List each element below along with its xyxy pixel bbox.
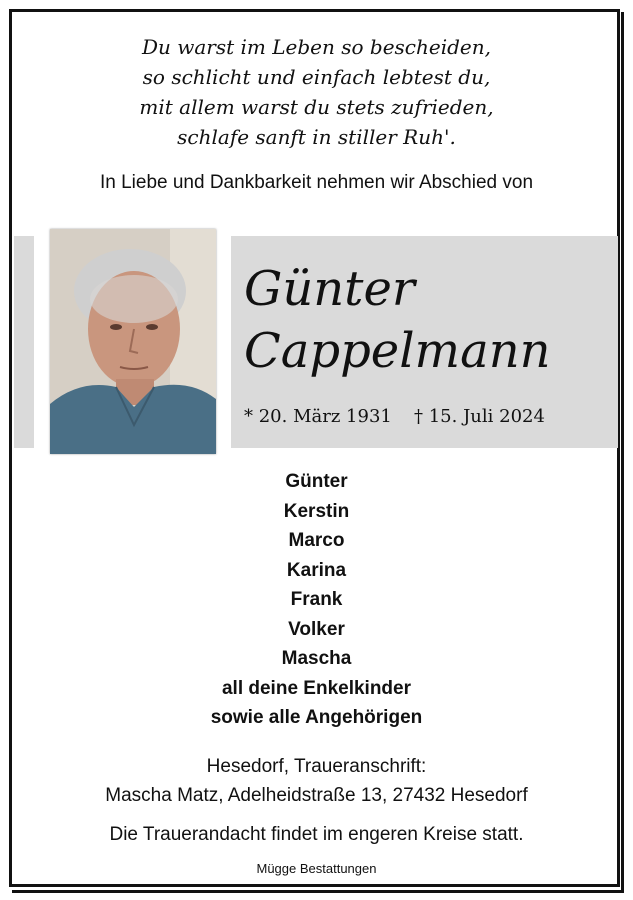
address-line: Hesedorf, Traueranschrift: (206, 756, 427, 777)
poem-line: so schlicht und einfach lebtest du, (142, 65, 491, 89)
ceremony-note: Die Trauerandacht findet im engeren Kreise statt. (109, 824, 524, 845)
deceased-first-name: Günter (244, 261, 415, 317)
address-line: Mascha Matz, Adelheidstraße 13, 27432 Hesedorf (105, 785, 528, 806)
poem-line: schlafe sanft in stiller Ruh'. (177, 125, 456, 149)
mourners-list (0, 467, 633, 733)
portrait-illustration (50, 229, 216, 454)
mourner: Frank (290, 589, 343, 610)
mourner: Kerstin (283, 500, 350, 522)
portrait-photo (50, 229, 216, 454)
mourner: Volker (288, 618, 345, 640)
mourner: all deine Enkelkinder (221, 677, 412, 699)
mourner: Mascha (281, 648, 352, 669)
poem-line: Du warst im Leben so bescheiden, (141, 35, 491, 59)
poem (0, 32, 633, 152)
mourner: Günter (285, 471, 348, 492)
birth-date: * 20. März 1931 (244, 406, 392, 427)
deceased-name (244, 258, 614, 382)
mourner: Marco (288, 530, 345, 551)
mourner: Karina (286, 559, 347, 581)
mourner: sowie alle Angehörigen (210, 707, 423, 728)
mourning-address (0, 752, 633, 810)
intro-text: In Liebe und Dankbarkeit nehmen wir Abschied von (99, 172, 534, 193)
name-band-left (14, 236, 34, 448)
life-dates (244, 406, 614, 432)
deceased-last-name: Cappelmann (244, 323, 551, 379)
poem-line: mit allem warst du stets zufrieden, (139, 95, 494, 119)
undertaker-name: Mügge Bestattungen (256, 861, 377, 876)
death-date: † 15. Juli 2024 (414, 406, 545, 427)
